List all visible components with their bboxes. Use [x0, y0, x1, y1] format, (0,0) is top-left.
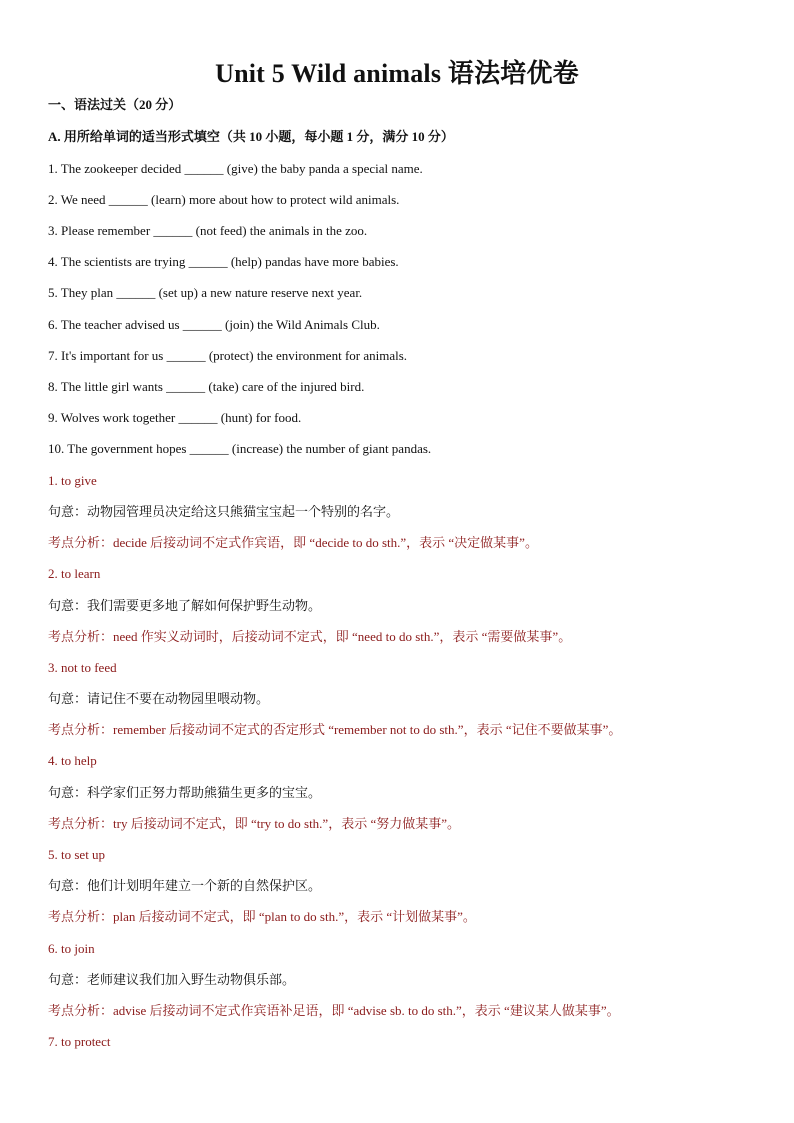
answer-key: 5. to set up: [48, 847, 106, 862]
answer-analysis: 考点分析：advise 后接动词不定式作宾语补足语，即 “advise sb. to do sth.”，表示 “建议某人做某事”。: [48, 1003, 620, 1018]
answer-meaning: 句意：老师建议我们加入野生动物俱乐部。: [48, 972, 296, 987]
answer-key: 7. to protect: [48, 1034, 111, 1049]
answer-key: 4. to help: [48, 753, 97, 768]
answer-analysis: 考点分析：decide 后接动词不定式作宾语，即 “decide to do sth.”，表示 “决定做某事”。: [48, 535, 538, 550]
question-item: 8. The little girl wants ______ (take) care of the injured bird.: [48, 379, 365, 394]
answer-analysis: 考点分析：try 后接动词不定式，即 “try to do sth.”，表示 “努力做某事”。: [48, 816, 460, 831]
answer-meaning: 句意：动物园管理员决定给这只熊猫宝宝起一个特别的名字。: [48, 504, 400, 519]
answer-analysis: 考点分析：plan 后接动词不定式，即 “plan to do sth.”，表示 “计划做某事”。: [48, 909, 476, 924]
answer-analysis: 考点分析：remember 后接动词不定式的否定形式 “remember not to do sth.”，表示 “记住不要做某事”。: [48, 722, 622, 737]
answer-meaning: 句意：科学家们正努力帮助熊猫生更多的宝宝。: [48, 785, 322, 800]
answer-meaning: 句意：他们计划明年建立一个新的自然保护区。: [48, 878, 322, 893]
answer-key: 1. to give: [48, 473, 97, 488]
answer-key: 2. to learn: [48, 566, 101, 581]
answer-meaning: 句意：请记住不要在动物园里喂动物。: [48, 691, 270, 706]
question-item: 2. We need ______ (learn) more about how to protect wild animals.: [48, 192, 400, 207]
question-item: 3. Please remember ______ (not feed) the animals in the zoo.: [48, 223, 368, 238]
question-item: 9. Wolves work together ______ (hunt) for food.: [48, 410, 302, 425]
answer-analysis: 考点分析：need 作实义动词时，后接动词不定式，即 “need to do sth.”，表示 “需要做某事”。: [48, 629, 572, 644]
question-item: 6. The teacher advised us ______ (join) the Wild Animals Club.: [48, 317, 380, 332]
section-heading: 一、语法过关（20 分）: [48, 97, 182, 112]
question-item: 5. They plan ______ (set up) a new nature reserve next year.: [48, 285, 363, 300]
answer-key: 3. not to feed: [48, 660, 117, 675]
question-item: 4. The scientists are trying ______ (help) pandas have more babies.: [48, 254, 399, 269]
answer-key: 6. to join: [48, 941, 95, 956]
part-a-heading: A. 用所给单词的适当形式填空（共 10 小题，每小题 1 分，满分 10 分）: [48, 129, 454, 144]
answer-meaning: 句意：我们需要更多地了解如何保护野生动物。: [48, 598, 322, 613]
question-item: 7. It's important for us ______ (protect) the environment for animals.: [48, 348, 408, 363]
question-item: 1. The zookeeper decided ______ (give) the baby panda a special name.: [48, 161, 423, 176]
page-title: Unit 5 Wild animals 语法培优卷: [215, 59, 579, 88]
question-item: 10. The government hopes ______ (increase) the number of giant pandas.: [48, 441, 432, 456]
